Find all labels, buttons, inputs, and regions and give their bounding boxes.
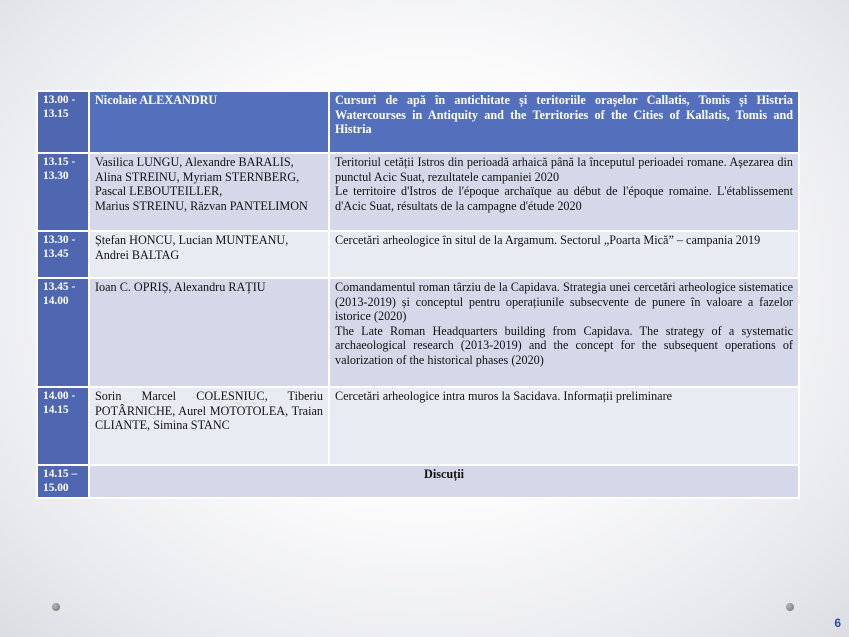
time-slot: 14.15 – 15.00 — [37, 465, 89, 498]
author-line: Alina STREINU, Myriam STERNBERG, — [95, 169, 300, 184]
authors — [89, 153, 329, 231]
presentation-title — [329, 387, 799, 465]
title-paragraph: Comandamentul roman târziu de la Capidava. Strategia unei cercetări arheologice sistematice (2013-2019) și conceptul pentru operațiunile subsecvente de punere în valoare a fazelor istorice (2020) — [335, 280, 793, 324]
presentation-title — [329, 231, 799, 278]
table-row — [37, 91, 799, 153]
page-number: 6 — [834, 616, 841, 630]
decorative-dot-right — [786, 603, 794, 611]
presentation-title — [329, 278, 799, 387]
table-row — [37, 153, 799, 231]
authors — [89, 91, 329, 153]
authors — [89, 231, 329, 278]
author-line: Ștefan HONCU, Lucian MUNTEANU, Andrei BALTAG — [95, 233, 289, 262]
authors — [89, 278, 329, 387]
author-line: Sorin Marcel COLESNIUC, Tiberiu POTÂRNICHE, Aurel MOTOTOLEA, Traian CLIANTE, Simina STANC — [95, 389, 323, 433]
discussion-label: Discuții — [89, 465, 799, 498]
presentation-title — [329, 91, 799, 153]
title-paragraph: Cercetări arheologice în situl de la Argamum. Sectorul „Poarta Mică” – campania 2019 — [335, 233, 761, 247]
time-slot: 13.30 - 13.45 — [37, 231, 89, 278]
title-paragraph: Le territoire d'Istros de l'époque archaïque au début de l'époque romaine. L'établissement d'Acic Suat, résultats de la campagne d'étude 2020 — [335, 184, 793, 213]
author-line: Pascal LEBOUTEILLER, — [95, 184, 223, 199]
title-paragraph: Teritoriul cetății Istros din perioadă arhaică până la începutul perioadei romane. Așezarea din punctul Acic Suat, rezultatele campaniei 2020 — [335, 155, 793, 184]
title-paragraph: Cursuri de apă în antichitate și teritoriile orașelor Callatis, Tomis și Histria Watercourses in Antiquity and the Territories of the Cities of Kallatis, Tomis and Histria — [335, 93, 793, 137]
title-paragraph: The Late Roman Headquarters building from Capidava. The strategy of a systematic archaeological research (2013-2019) and the concept for the subsequent operations of valorization of the historical phases (2020) — [335, 323, 793, 367]
decorative-dot-left — [52, 603, 60, 611]
author-line: Vasilica LUNGU, Alexandre BARALIS, — [95, 155, 294, 169]
time-slot: 13.00 - 13.15 — [37, 91, 89, 153]
title-paragraph: Cercetări arheologice intra muros la Sacidava. Informații preliminare — [335, 389, 673, 403]
time-slot: 13.15 - 13.30 — [37, 153, 89, 231]
author-line: Marius STREINU, Răzvan PANTELIMON — [95, 198, 308, 213]
table-row — [37, 387, 799, 465]
author-line: Ioan C. OPRIȘ, Alexandru RAȚIU — [95, 280, 266, 294]
time-slot: 13.45 - 14.00 — [37, 278, 89, 387]
table-row — [37, 465, 799, 498]
time-slot: 14.00 - 14.15 — [37, 387, 89, 465]
table-row — [37, 278, 799, 387]
author-line: Nicolaie ALEXANDRU — [95, 93, 218, 107]
table-row — [37, 231, 799, 278]
program-table — [36, 90, 800, 499]
authors — [89, 387, 329, 465]
presentation-title — [329, 153, 799, 231]
